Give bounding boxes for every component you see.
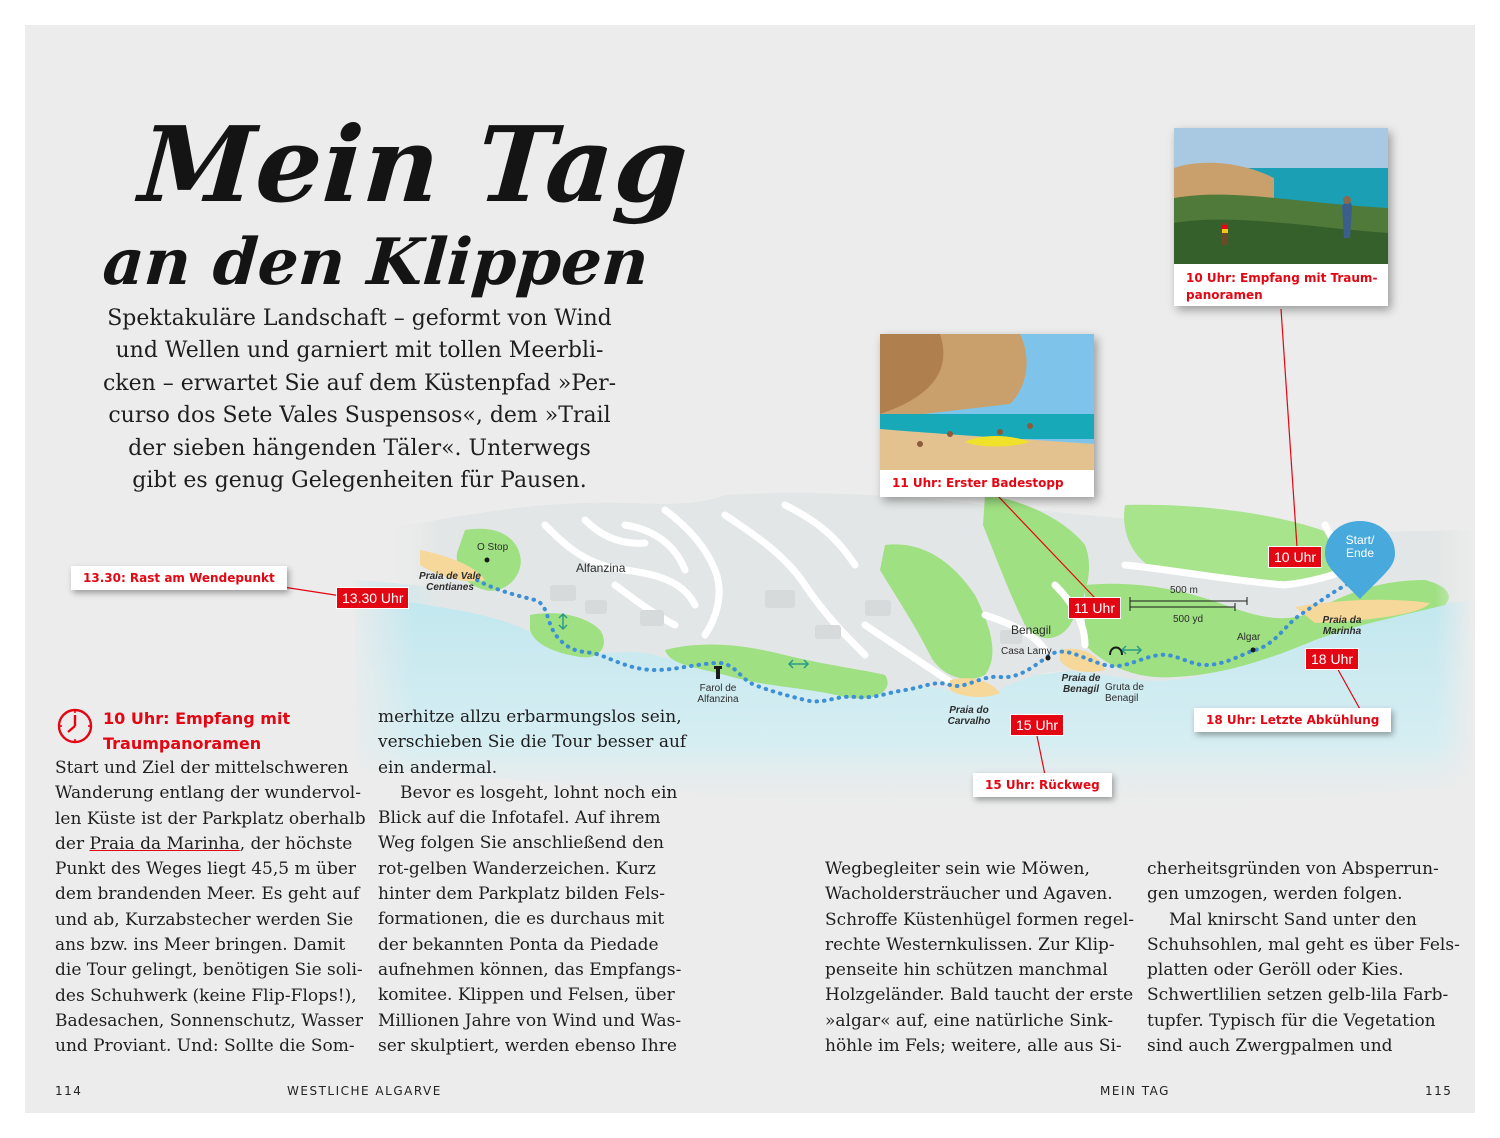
- time-marker-1330: 13.30 Uhr: [336, 587, 409, 609]
- map-label-algar: Algar: [1237, 632, 1261, 643]
- map-label-line: Farol de: [699, 683, 737, 694]
- text-fragment: der: [55, 833, 90, 854]
- map-label-gruta: [1105, 682, 1165, 704]
- map-label-line: Gruta de: [1105, 682, 1144, 693]
- intro-line: gibt es genug Gelegenheiten für Pausen.: [132, 468, 587, 494]
- text-line: Schuhsohlen, mal geht es über Fels-: [1147, 934, 1460, 955]
- section-heading-line: 10 Uhr: Empfang mit: [103, 709, 291, 728]
- text-line: penseite hin schützen manchmal: [825, 960, 1108, 981]
- text-line: Wegbegleiter sein wie Möwen,: [825, 859, 1090, 879]
- map-label-line: Benagil: [1105, 693, 1139, 704]
- text-line: platten oder Geröll oder Kies.: [1147, 960, 1404, 981]
- text-line: verschieben Sie die Tour besser auf: [378, 732, 687, 753]
- section-heading: [103, 706, 290, 756]
- text-line: rechte Westernkulissen. Zur Klip-: [825, 934, 1115, 955]
- callout-rast: 13.30: Rast am Wendepunkt: [71, 566, 287, 590]
- running-head-right: MEIN TAG: [1100, 1084, 1170, 1098]
- callout-rueckweg: 15 Uhr: Rückweg: [973, 773, 1112, 797]
- text-line: [55, 832, 366, 857]
- text-line: Punkt des Weges liegt 45,5 m über: [55, 859, 357, 880]
- map-label-benagil: Benagil: [1011, 623, 1052, 637]
- text-line: und Proviant. Und: Sollte die Som-: [55, 1036, 355, 1057]
- photo-caption-line: 10 Uhr: Empfang mit Traum-: [1186, 271, 1378, 285]
- text-line: »algar« auf, eine natürliche Sink-: [825, 1010, 1113, 1031]
- time-marker-18: 18 Uhr: [1305, 648, 1359, 670]
- page-title: Mein Tag: [135, 103, 693, 226]
- clock-icon: [55, 706, 95, 746]
- map-label-line: Ende: [1345, 546, 1375, 560]
- photo-card-panorama: [1174, 128, 1388, 306]
- page-spread: [25, 25, 1475, 1113]
- text-line: Mal knirscht Sand unter den: [1169, 909, 1417, 930]
- map-label-line: Praia do: [949, 705, 989, 716]
- praia-da-marinha-link[interactable]: Praia da Marinha: [89, 833, 240, 854]
- callout-abkuehlung: 18 Uhr: Letzte Abkühlung: [1194, 708, 1391, 732]
- time-marker-15: 15 Uhr: [1010, 714, 1064, 736]
- map-label-casa-lamy: Casa Lamy: [1001, 646, 1052, 657]
- map-label-alfanzina: Alfanzina: [576, 561, 626, 575]
- text-line: des Schuhwerk (keine Flip-Flops!),: [55, 985, 357, 1006]
- text-column-1: [55, 756, 366, 1060]
- map-label-stop: O Stop: [477, 542, 509, 553]
- text-line: aufnehmen können, das Empfangs-: [378, 959, 682, 980]
- text-line: komitee. Klippen und Felsen, über: [378, 985, 675, 1006]
- text-line: und ab, Kurzabstecher werden Sie: [55, 909, 354, 930]
- map-label-line: Start/: [1345, 533, 1375, 547]
- text-line: der bekannten Ponta da Piedade: [378, 934, 659, 955]
- map-label-line: Benagil: [1062, 684, 1100, 695]
- text-line: ein andermal.: [378, 757, 498, 778]
- page-number-right: 115: [1425, 1084, 1453, 1098]
- text-column-4: [1147, 857, 1460, 1059]
- scale-label-yd: 500 yd: [1173, 614, 1204, 625]
- map-label-line: Praia de: [1061, 673, 1101, 684]
- map-label-praia-vale: [405, 571, 495, 593]
- page-number-left: 114: [55, 1084, 83, 1098]
- text-line: höhle im Fels; weitere, alle aus Si-: [825, 1036, 1122, 1057]
- map-label-line: Praia da: [1322, 615, 1362, 626]
- text-line: merhitze allzu erbarmungslos sein,: [378, 707, 682, 727]
- intro-line: und Wellen und garniert mit tollen Meerbli-: [115, 338, 604, 364]
- map-label-line: Alfanzina: [697, 694, 739, 705]
- scale-label-m: 500 m: [1170, 585, 1198, 596]
- map-label-line: Carvalho: [947, 716, 991, 727]
- photo-caption: 11 Uhr: Erster Badestopp: [892, 476, 1064, 490]
- text-line: dem brandenden Meer. Es geht auf: [55, 884, 360, 905]
- text-line: Start und Ziel der mittelschweren: [55, 758, 349, 778]
- intro-line: Spektakuläre Landschaft – geformt von Wind: [107, 306, 612, 331]
- text-line: Holzgeländer. Bald taucht der erste: [825, 985, 1134, 1006]
- text-line: Badesachen, Sonnenschutz, Wasser: [55, 1010, 364, 1031]
- map-label-line: Marinha: [1322, 626, 1362, 637]
- section-heading-line: Traumpanoramen: [103, 734, 262, 753]
- text-line: Wacholdersträucher und Agaven.: [825, 884, 1113, 905]
- running-head-left: WESTLICHE ALGARVE: [287, 1084, 442, 1098]
- text-line: ans bzw. ins Meer bringen. Damit: [55, 935, 346, 956]
- map-label-start-end: [1330, 534, 1390, 560]
- text-line: Bevor es losgeht, lohnt noch ein: [400, 782, 678, 803]
- time-marker-10: 10 Uhr: [1268, 546, 1322, 568]
- text-line: cherheitsgründen von Absperrun-: [1147, 859, 1439, 879]
- text-column-2: [378, 705, 686, 1059]
- photo-beach: [880, 334, 1094, 470]
- text-fragment: , der höchste: [239, 833, 353, 854]
- text-line: Schwertlilien setzen gelb-lila Farb-: [1147, 985, 1449, 1006]
- text-line: Wanderung entlang der wundervol-: [55, 783, 361, 804]
- map-label-farol: [673, 683, 763, 705]
- map-label-praia-carvalho: [929, 705, 1009, 727]
- text-line: formationen, die es durchaus mit: [378, 909, 665, 930]
- text-line: Blick auf die Infotafel. Auf ihrem: [378, 808, 661, 829]
- photo-caption-line: panoramen: [1186, 288, 1263, 302]
- text-line: die Tour gelingt, benötigen Sie soli-: [55, 960, 363, 981]
- text-line: ser skulptiert, werden ebenso Ihre: [378, 1035, 677, 1056]
- text-line: Weg folgen Sie anschließend den: [378, 833, 664, 854]
- text-line: tupfer. Typisch für die Vegetation: [1147, 1010, 1436, 1031]
- page-subtitle: an den Klippen: [100, 225, 652, 300]
- text-line: hinter dem Parkplatz bilden Fels-: [378, 884, 665, 905]
- intro-line: der sieben hängenden Täler«. Unterwegs: [128, 435, 591, 461]
- text-line: len Küste ist der Parkplatz oberhalb: [55, 808, 366, 829]
- map-label-line: Praia de Vale: [419, 571, 481, 582]
- map-label-praia-marinha: [1307, 615, 1377, 637]
- text-column-3: [825, 857, 1134, 1059]
- photo-card-beach: [880, 334, 1094, 497]
- text-line: Schroffe Küstenhügel formen regel-: [825, 909, 1135, 930]
- intro-line: curso dos Sete Vales Suspensos«, dem »Trail: [108, 403, 611, 429]
- time-marker-11: 11 Uhr: [1068, 597, 1121, 619]
- photo-cliff-panorama: [1174, 128, 1388, 264]
- text-line: Millionen Jahre von Wind und Was-: [378, 1010, 682, 1031]
- text-line: gen umzogen, werden folgen.: [1147, 884, 1403, 905]
- intro-paragraph: [87, 303, 632, 497]
- text-line: sind auch Zwergpalmen und: [1147, 1036, 1393, 1057]
- intro-line: cken – erwartet Sie auf dem Küstenpfad »Per-: [102, 370, 617, 396]
- map-label-line: Centianes: [426, 582, 474, 593]
- text-line: rot-gelben Wanderzeichen. Kurz: [378, 858, 656, 879]
